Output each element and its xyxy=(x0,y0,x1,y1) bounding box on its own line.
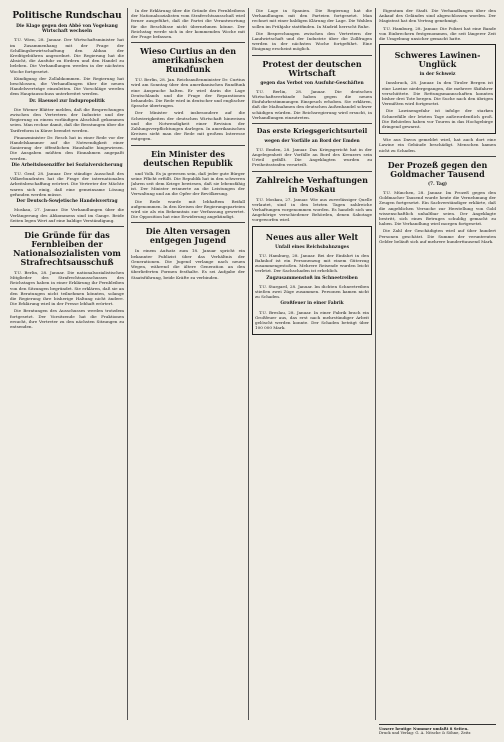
headline: Die Gründe für das Fernbleiben der Nationalsozialisten vom Strafrechtsausschuß xyxy=(13,229,121,267)
article-paragraph: Der Minister wird insbesondere auf die Schwierigkeiten der deutschen Wirtschaft hinweisen und die Notwendigkeit einer Revision der Zahlungsverpflichtungen darlegen. In amerikanischen Kreisen sieht man der Rede mit großem Interesse entgegen. xyxy=(131,110,245,142)
article-paragraph: T.U. Breslau, 28. Januar. In einer Fabrik brach ein Großfeuer aus, das erst nach mehrstündiger Arbeit gelöscht werden konnte. Der Schaden beträgt über 100 000 Mark. xyxy=(255,309,369,331)
subheadline: Dr. Haeusel zur Indupropolitik xyxy=(29,98,105,104)
headline: Neues aus aller Welt xyxy=(265,231,359,242)
article-paragraph: Innsbruck, 28. Januar. In den Tiroler Bergen ist eine Lawine niedergegangen, die mehrere Skifahrer verschüttete. Die Rettungsmannschaften konnten bisher drei Tote bergen. Die Suche nach den übrigen Vermißten wird fortgesetzt. xyxy=(382,80,493,107)
article-paragraph: Die Beratungen des Ausschusses werden trotzdem fortgesetzt. Der Vorsitzende hat die Fraktionen ersucht, ihre Vertreter zu den nächsten Sitzungen zu entsenden. xyxy=(10,308,124,329)
article-paragraph: T.U. Stargard, 28. Januar. Im dichten Schneetreiben stießen zwei Züge zusammen. Personen kamen nicht zu Schaden. xyxy=(255,283,369,300)
headline: Protest der deutschen Wirtschaft xyxy=(262,58,362,78)
article-paragraph: Die Lawinengefahr ist infolge der starken Schneefälle der letzten Tage außerordentlich groß. Die Behörden haben vor Touren in das Hochgebirge dringend gewarnt. xyxy=(382,108,493,130)
article-paragraph: In einem Aufsatz zum 18. Januar spricht ein bekannter Publizist über das Verhältnis der Generationen. Die Jugend verlange nach neuen Wegen, während die ältere Generation an den überlieferten Formen festhalte. Es sei Aufgabe der Staatsführung, beide Kräfte zu verbinden. xyxy=(131,248,245,280)
divider xyxy=(10,226,124,227)
subheadline: in der Schweiz xyxy=(419,72,456,78)
column-rule xyxy=(375,8,376,720)
article-paragraph: Moskau, 27. Januar. Die Verhandlungen über die Verlängerung des Abkommens sind im Gange. Beide Seiten legen Wert auf eine baldige Verständigung. xyxy=(10,207,124,223)
article-paragraph: T.U. München, 28. Januar. Im Prozeß gegen den Goldmacher Tausend wurde heute die Vernehmung der Zeugen fortgesetzt. Ein Sachverständiger erklärte, daß die angeblichen Versuche zur Herstellung von Gold wissenschaftlich unhaltbar seien. Der Angeklagte bestritt, sich eines Betruges schuldig gemacht zu haben. Die Verhandlung wird morgen fortgesetzt. xyxy=(379,190,496,227)
article-paragraph: Die Zahl der Geschädigten wird auf über hundert Personen geschätzt. Die Summe der veruntreuten Gelder beläuft sich auf mehrere hunderttausend Mark. xyxy=(379,228,496,244)
article-paragraph: Wie aus Davos gemeldet wird, hat auch dort eine Lawine ein Gebäude beschädigt. Menschen kamen nicht zu Schaden. xyxy=(379,137,496,153)
news-box xyxy=(252,226,372,336)
divider xyxy=(379,156,496,157)
subheadline: Der Deutsch-Sowjetische Handelsvertrag xyxy=(16,199,118,205)
column-rule xyxy=(127,8,128,720)
headline: Ein Minister des deutschen Republik xyxy=(143,148,233,168)
column-2 xyxy=(131,8,245,720)
article-paragraph: T.U. Genf, 28. Januar. Der ständige Ausschuß des Völkerbundrates hat die Frage der internationalen Arbeitsbeschaffung erörtert. Die Vertreter der Mächte waren sich einig, daß eine gemeinsame Lösung gefunden werden müsse. xyxy=(10,171,124,197)
divider xyxy=(252,171,372,172)
article-paragraph: Eigentum der Stadt. Die Verhandlungen über den Ankauf des Geländes sind abgeschlossen worden. Der Magistrat hat den Vertrag genehmigt. xyxy=(379,8,496,24)
headline: Politische Rundschau xyxy=(12,11,122,21)
column-1 xyxy=(10,8,124,720)
divider xyxy=(252,55,372,56)
article-paragraph: Die Besprechungen zwischen den Vertretern der Landwirtschaft und der Industrie über die Zollfragen werden in der nächsten Woche fortgeführt. Eine Einigung erscheint möglich. xyxy=(252,30,372,52)
article-paragraph: Die Rede wurde mit lebhaftem Beifall aufgenommen. In den Kreisen der Regierungsparteien wird sie als ein Bekenntnis zur Verfassung gewertet. Die Opposition hat eine Erwiderung angekündigt. xyxy=(131,198,245,220)
footer-line: Unsere heutige Nummer umfaßt 8 Seiten. xyxy=(379,725,469,731)
headline: Der Prozeß gegen den Goldmacher Tausend xyxy=(387,159,488,179)
footer-line: Druck und Verlag: G. A. Nitsche & Söhne, Zeitz xyxy=(379,730,471,736)
article-paragraph: T.U. Hamburg, 28. Januar. Bei der Einfahrt in den Bahnhof ist ein Personenzug mit einem Güterzug zusammengestoßen. Mehrere Reisende wurden leicht verletzt. Der Sachschaden ist erheblich. xyxy=(255,252,369,274)
divider xyxy=(131,145,245,146)
subheadline: Unfall eines Reichsbahnzuges xyxy=(275,244,349,250)
article-paragraph: Finanzminister Dr. Resch hat in einer Rede vor der Handelskammer auf die Notwendigkeit einer Sanierung der öffentlichen Haushalte hingewiesen. Die Ausgaben müßten den Einnahmen angepaßt werden. xyxy=(10,134,124,161)
divider xyxy=(131,42,245,43)
article-paragraph: und Volk. Es ja gewesen sein, daß jeder gute Bürger seine Pflicht erfüllt. Die Republik hat in den schweren Jahren seit dem Kriege bewiesen, daß sie lebensfähig ist. Der Minister erinnerte an die Leistungen der Verwaltung und an die Opfer der Bevölkerung. xyxy=(131,170,245,197)
subheadline: Die Klage gegen den Abbé von Vogelsang Wirtschaft wechseln xyxy=(16,24,118,35)
subheadline: Zugzusammenstoß im Schneetreiben xyxy=(266,275,358,281)
column-3 xyxy=(252,8,372,720)
column-4 xyxy=(379,8,496,720)
article-paragraph: T.U. Berlin, 28. Januar. Die deutschen Wirtschaftsverbände haben gegen die neuen Einfuhrbestimmungen Einspruch erhoben. Sie erklären, daß die Maßnahmen den deutschen Außenhandel schwer schädigen würden. Die Reichsregierung wird ersucht, in Verhandlungen einzutreten. xyxy=(252,88,372,120)
subheadline: Die Arbeitslosenziffer bei Sozialversicherung xyxy=(11,162,123,168)
article-paragraph: In der Erklärung über die Gründe des Fernbleibens der Nationalsozialisten vom Strafrechtsausschuß wird ferner ausgeführt, daß die Partei die Verantwortung für die Beschlüsse nicht übernehmen könne. Der Reichstag werde sich in der kommenden Woche mit der Frage befassen. xyxy=(131,8,245,40)
news-box xyxy=(379,44,496,134)
article-paragraph: T.U. Emden, 28. Januar. Das Kriegsgericht hat in der Angelegenheit der Vorfälle an Bord des Kreuzers sein Urteil gefällt. Die Angeklagten wurden zu Freiheitsstrafen verurteilt. xyxy=(252,146,372,168)
subheadline: Großfeuer in einer Fabrik xyxy=(280,301,344,307)
headline: Das erste Kriegsgerichtsurteil xyxy=(256,127,368,136)
article-paragraph: T.U. Berlin, 28. Januar. Die nationalsozialistischen Mitglieder des Strafrechtsausschusses des Reichstages haben in einer Erklärung ihr Fernbleiben von den Sitzungen begründet. Sie erklären, daß sie an den Beratungen nicht teilnehmen könnten, solange die Regierung ihre bisherige Haltung nicht ändere. Die Erklärung wird in der Presse lebhaft erörtert. xyxy=(10,269,124,307)
headline: Wieso Curtius an den amerikanischen Rundfunk xyxy=(139,46,237,75)
article-paragraph: Die Lage in Spanien. Die Regierung hat die Verhandlungen mit den Parteien fortgesetzt. Man rechnet mit einer baldigen Klärung der Lage. Die Wahlen sollen im Frühjahr stattfinden. In Madrid herrscht Ruhe. xyxy=(252,8,372,29)
headline: Zahlreiche Verhaftungen in Moskau xyxy=(256,174,368,194)
article-paragraph: T.U. Berlin, 28. Jan. Reichsaußenminister Dr. Curtius wird am Sonntag über den amerikanischen Rundfunk eine Ansprache halten. Er wird darin die Lage Deutschlands und die Frage der Reparationen behandeln. Die Rede wird in deutscher und englischer Sprache übertragen. xyxy=(131,77,245,109)
subheadline: (7. Tag) xyxy=(427,181,448,187)
article-paragraph: T.U. Hamburg, 28. Januar. Die Polizei hat eine Bande von Einbrechern festgenommen, die seit längerer Zeit die Umgebung unsicher gemacht hatte. xyxy=(379,25,496,42)
article-paragraph: T.U. Wien, 28. Januar. Der Wirtschaftsminister hat im Zusammenhang mit der Frage der Schillingsbewirtschaftung den Abbau der Kreditgebühren angeordnet. Die Regierung hat die Absicht, die Ausfuhr zu fördern und den Handel zu beleben. Die Verhandlungen werden in der nächsten Woche fortgesetzt. xyxy=(10,37,124,74)
article-paragraph: Die Wiener Blätter melden, daß die Besprechungen zwischen den Vertretern der Industrie und der Regierung zu einem vorläufigen Abschluß gekommen seien. Man rechne damit, daß die Beratungen über die Tarifreform in Kürze beendet werden. xyxy=(10,106,124,133)
subheadline: wegen der Vorfälle an Bord der Emden xyxy=(264,138,360,144)
article-paragraph: T.U. Moskau, 27. Januar. Wie aus zuverlässiger Quelle verlautet, sind in den letzten Tagen zahlreiche Verhaftungen vorgenommen worden. Es handelt sich um Angehörige verschiedener Behörden, denen Sabotage vorgeworfen wird. xyxy=(252,196,372,223)
headline: Die Alten versagen entgegen Jugend xyxy=(145,226,231,246)
article-paragraph: Kündigung der Zollabkommen. Die Regierung hat beschlossen, die Verhandlungen über die neuen Handelsverträge einzuleiten. Die Vorschläge werden dem Hauptausschuss unterbreitet werden. xyxy=(10,75,124,97)
footer xyxy=(379,724,496,736)
divider xyxy=(252,123,372,124)
divider xyxy=(131,222,245,223)
subheadline: gegen das Verbot von Ausfuhr-Geschäften xyxy=(260,80,364,86)
column-rule xyxy=(248,8,249,720)
headline: Schweres Lawinen-Unglück xyxy=(394,50,481,70)
